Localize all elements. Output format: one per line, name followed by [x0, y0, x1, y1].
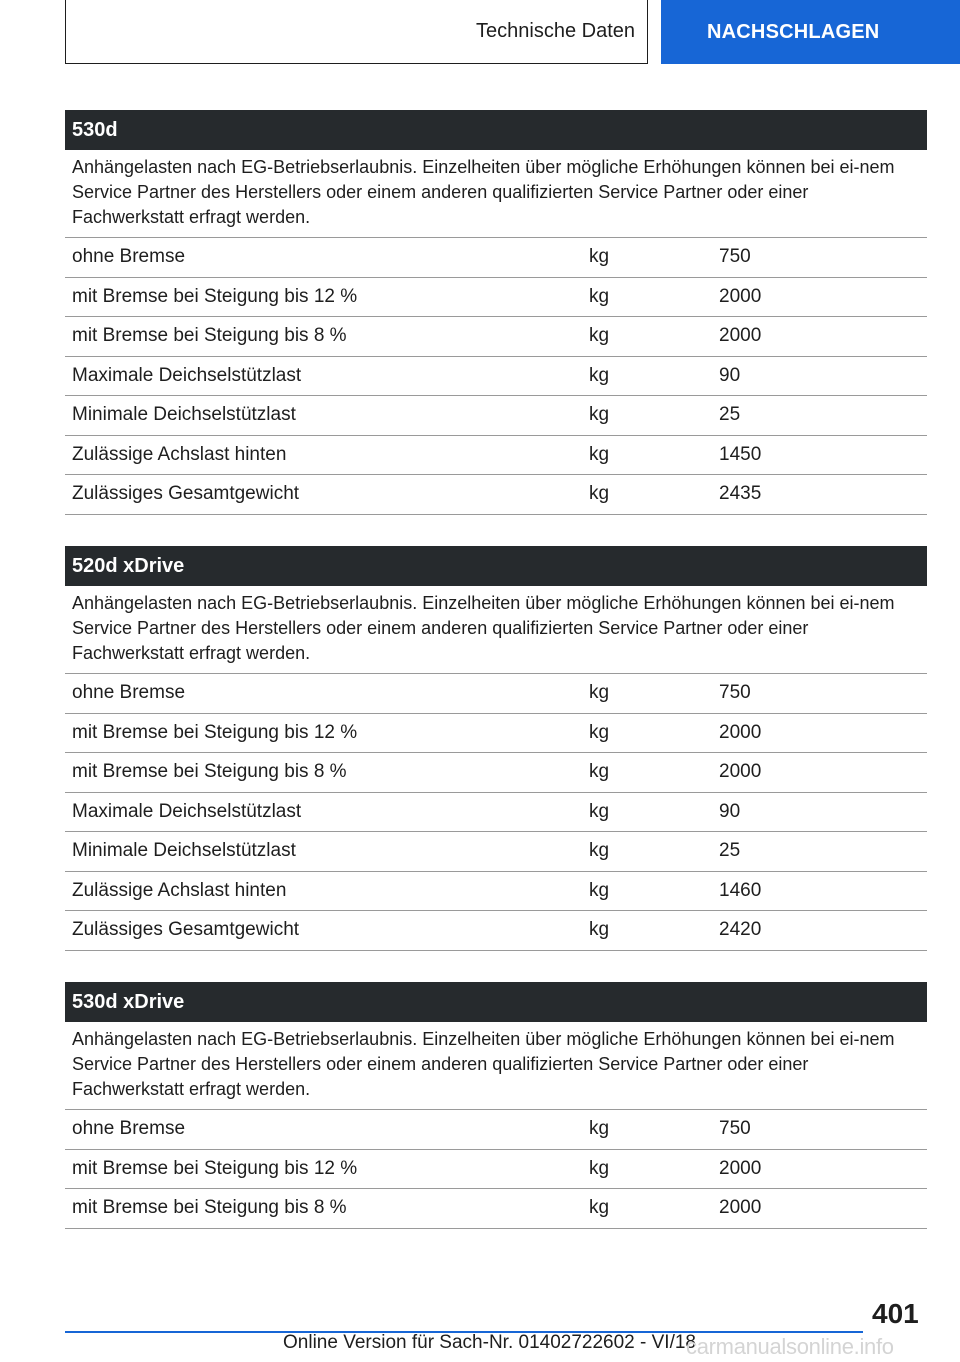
- row-label: Zulässiges Gesamtgewicht: [72, 919, 300, 941]
- row-unit: kg: [589, 1118, 610, 1140]
- row-value: 750: [719, 1118, 751, 1140]
- row-label: ohne Bremse: [72, 246, 186, 268]
- row-label: mit Bremse bei Steigung bis 8 %: [72, 761, 347, 783]
- row-label: Minimale Deichselstützlast: [72, 840, 296, 862]
- section-heading: 530d xDrive: [65, 982, 927, 1022]
- row-unit: kg: [589, 443, 610, 465]
- row-value: 2435: [719, 483, 762, 505]
- row-unit: kg: [589, 483, 610, 505]
- section-heading: 530d: [65, 110, 927, 150]
- header-title-box: [65, 0, 648, 64]
- section-heading: 520d xDrive: [65, 546, 927, 586]
- table-row: [65, 238, 927, 278]
- table-row: [65, 714, 927, 754]
- row-unit: kg: [589, 246, 610, 268]
- row-value: 2420: [719, 919, 762, 941]
- row-value: 2000: [719, 1157, 762, 1179]
- table-row: [65, 1150, 927, 1190]
- row-label: Maximale Deichselstützlast: [72, 364, 302, 386]
- row-unit: kg: [589, 682, 610, 704]
- row-label: Zulässige Achslast hinten: [72, 879, 287, 901]
- spec-table: [65, 674, 927, 951]
- spec-table: [65, 238, 927, 515]
- row-value: 1460: [719, 879, 762, 901]
- row-label: mit Bremse bei Steigung bis 12 %: [72, 285, 358, 307]
- table-row: [65, 357, 927, 397]
- row-value: 25: [719, 404, 741, 426]
- spec-table: [65, 1110, 927, 1229]
- row-value: 2000: [719, 325, 762, 347]
- row-unit: kg: [589, 1197, 610, 1219]
- row-value: 2000: [719, 721, 762, 743]
- nachschlagen-nav-button[interactable]: [661, 0, 960, 64]
- row-value: 750: [719, 246, 751, 268]
- spec-section-530d-xdrive: [65, 982, 927, 1229]
- row-label: mit Bremse bei Steigung bis 12 %: [72, 1157, 358, 1179]
- row-unit: kg: [589, 879, 610, 901]
- spec-section-530d: [65, 110, 927, 515]
- page-section-title: Technische Daten: [476, 20, 635, 42]
- row-value: 2000: [719, 285, 762, 307]
- table-row: [65, 436, 927, 476]
- row-unit: kg: [589, 800, 610, 822]
- footer-version-text: Online Version für Sach-Nr. 01402722602 - VI/18: [283, 1332, 696, 1353]
- row-unit: kg: [589, 840, 610, 862]
- table-row: [65, 475, 927, 515]
- row-unit: kg: [589, 919, 610, 941]
- table-row: [65, 1110, 927, 1150]
- table-row: [65, 793, 927, 833]
- row-unit: kg: [589, 364, 610, 386]
- table-row: [65, 911, 927, 951]
- row-label: mit Bremse bei Steigung bis 8 %: [72, 325, 347, 347]
- row-label: mit Bremse bei Steigung bis 8 %: [72, 1197, 347, 1219]
- row-label: ohne Bremse: [72, 682, 186, 704]
- table-row: [65, 317, 927, 357]
- table-row: [65, 832, 927, 872]
- spec-section-520d-xdrive: [65, 546, 927, 951]
- row-label: Maximale Deichselstützlast: [72, 800, 302, 822]
- row-value: 750: [719, 682, 751, 704]
- row-unit: kg: [589, 325, 610, 347]
- row-value: 1450: [719, 443, 762, 465]
- row-unit: kg: [589, 404, 610, 426]
- row-unit: kg: [589, 721, 610, 743]
- table-row: [65, 1189, 927, 1229]
- table-row: [65, 753, 927, 793]
- table-row: [65, 872, 927, 912]
- section-description: Anhängelasten nach EG-Betriebserlaubnis. Einzelheiten über mögliche Erhöhungen können bei ei-nem Service Partner des Herstellers oder einem anderen qualifizierten Service Partner oder einer Fachwerkstatt erfragt werden.: [65, 586, 927, 674]
- row-label: Zulässiges Gesamtgewicht: [72, 483, 300, 505]
- row-value: 2000: [719, 761, 762, 783]
- section-description: Anhängelasten nach EG-Betriebserlaubnis. Einzelheiten über mögliche Erhöhungen können bei ei-nem Service Partner des Herstellers oder einem anderen qualifizierten Service Partner oder einer Fachwerkstatt erfragt werden.: [65, 1022, 927, 1110]
- nav-label: NACHSCHLAGEN: [707, 20, 880, 43]
- watermark: carmanualsonline.info: [686, 1334, 894, 1359]
- row-unit: kg: [589, 285, 610, 307]
- row-unit: kg: [589, 1157, 610, 1179]
- row-label: Zulässige Achslast hinten: [72, 443, 287, 465]
- row-unit: kg: [589, 761, 610, 783]
- row-label: mit Bremse bei Steigung bis 12 %: [72, 721, 358, 743]
- row-value: 25: [719, 840, 741, 862]
- page-number: 401: [872, 1298, 919, 1329]
- section-description: Anhängelasten nach EG-Betriebserlaubnis. Einzelheiten über mögliche Erhöhungen können bei ei-nem Service Partner des Herstellers oder einem anderen qualifizierten Service Partner oder einer Fachwerkstatt erfragt werden.: [65, 150, 927, 238]
- row-value: 90: [719, 800, 741, 822]
- row-label: Minimale Deichselstützlast: [72, 404, 296, 426]
- table-row: [65, 278, 927, 318]
- table-row: [65, 396, 927, 436]
- row-label: ohne Bremse: [72, 1118, 186, 1140]
- row-value: 2000: [719, 1197, 762, 1219]
- row-value: 90: [719, 364, 741, 386]
- table-row: [65, 674, 927, 714]
